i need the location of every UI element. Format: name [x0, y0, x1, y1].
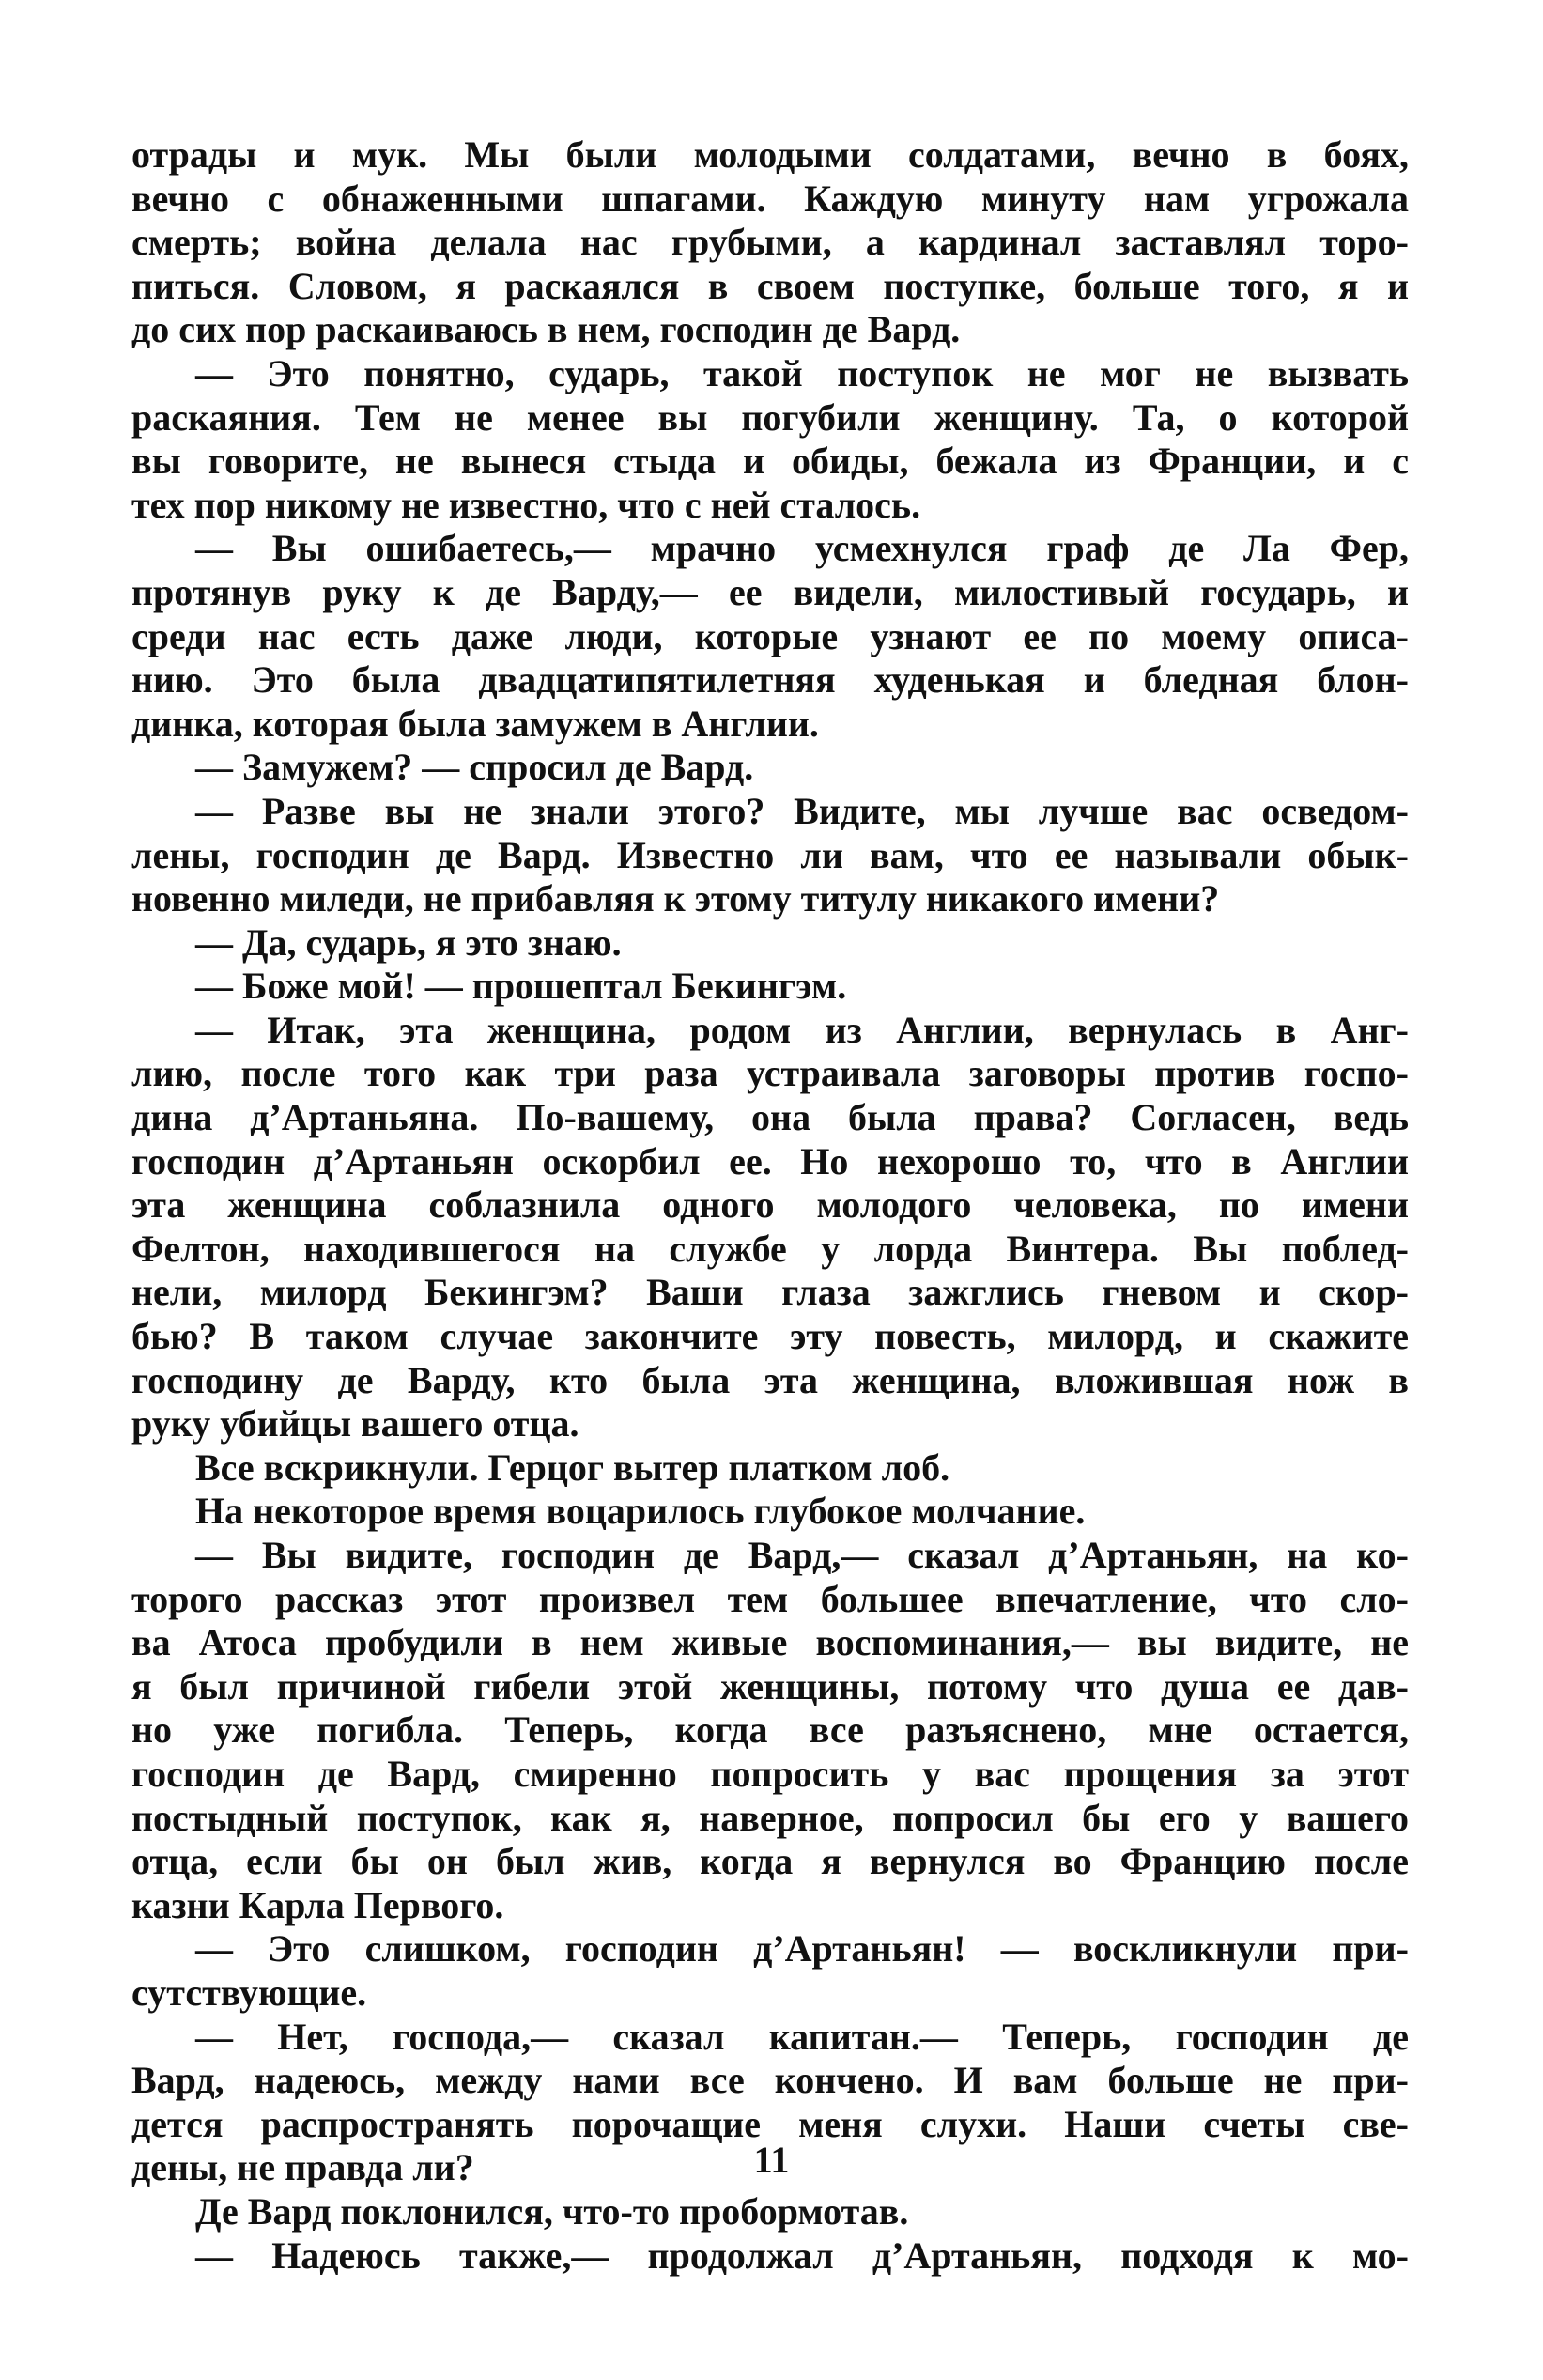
text-line: Вард, надеюсь, между нами все кончено. И вам больше не при-	[131, 2059, 1409, 2102]
text-line: — Вы видите, господин де Вард,— сказал д’Артаньян, на ко-	[195, 1534, 1409, 1576]
text-line: постыдный поступок, как я, наверное, попросил бы его у вашего	[131, 1796, 1409, 1839]
text-line: — Да, сударь, я это знаю.	[195, 920, 622, 964]
text-line: я был причиной гибели этой женщины, потому что душа ее дав-	[131, 1664, 1409, 1708]
text-line: дены, не правда ли?	[131, 2146, 474, 2189]
text-line: до сих пор раскаиваюсь в нем, господин де Вард.	[131, 308, 961, 351]
text-line: казни Карла Первого.	[131, 1883, 504, 1926]
text-line: но уже погибла. Теперь, когда все разъяснено, мне остается,	[131, 1708, 1409, 1752]
text-line: — Разве вы не знали этого? Видите, мы лучше вас осведом-	[195, 789, 1409, 832]
text-line: господин де Вард, смиренно попросить у вас прощения за этот	[131, 1752, 1409, 1795]
text-line: смерть; война делала нас грубыми, а кардинал заставлял торо-	[131, 221, 1409, 264]
text-line: нию. Это была двадцатипятилетняя худенькая и бледная блон-	[131, 658, 1409, 702]
text-line: руку убийцы вашего отца.	[131, 1402, 579, 1445]
text-line: среди нас есть даже люди, которые узнают ее по моему описа-	[131, 614, 1409, 657]
text-line: господину де Варду, кто была эта женщина, вложившая нож в	[131, 1358, 1409, 1401]
text-line: — Нет, господа,— сказал капитан.— Теперь, господин де	[195, 2015, 1409, 2058]
text-line: дется распространять порочащие меня слухи. Наши счеты све-	[131, 2102, 1409, 2145]
text-line: — Это понятно, сударь, такой поступок не мог не вызвать	[195, 351, 1409, 394]
text-line: вы говорите, не вынеся стыда и обиды, бежала из Франции, и с	[131, 440, 1409, 483]
text-line: — Это слишком, господин д’Артаньян! — воскликнули при-	[195, 1927, 1409, 1970]
text-line: Все вскрикнули. Герцог вытер платком лоб.	[195, 1445, 950, 1489]
text-line: тех пор никому не известно, что с ней сталось.	[131, 483, 921, 526]
text-line: питься. Словом, я раскаялся в своем поступке, больше того, я и	[131, 264, 1409, 307]
text-line: — Замужем? — спросил де Вард.	[195, 746, 754, 789]
text-line: торого рассказ этот произвел тем большее впечатление, что сло-	[131, 1577, 1409, 1620]
text-line: Фелтон, находившегося на службе у лорда Винтера. Вы поблед-	[131, 1227, 1409, 1270]
text-line: бью? В таком случае закончите эту повесть, милорд, и скажите	[131, 1315, 1409, 1358]
text-line: ва Атоса пробудили в нем живые воспоминания,— вы видите, не	[131, 1621, 1409, 1664]
text-line: — Вы ошибаетесь,— мрачно усмехнулся граф де Ла Фер,	[195, 527, 1409, 570]
text-line: господин д’Артаньян оскорбил ее. Но нехорошо то, что в Англии	[131, 1139, 1409, 1182]
text-line: отрады и мук. Мы были молодыми солдатами, вечно в боях,	[131, 133, 1409, 176]
text-line: — Надеюсь также,— продолжал д’Артаньян, подходя к мо-	[195, 2233, 1409, 2277]
text-line: вечно с обнаженными шпагами. Каждую минуту нам угрожала	[131, 177, 1409, 220]
text-line: Де Вард поклонился, что-то пробормотав.	[195, 2189, 909, 2233]
text-line: динка, которая была замужем в Англии.	[131, 702, 819, 745]
text-line: отца, если бы он был жив, когда я вернулся во Францию после	[131, 1840, 1409, 1883]
text-line: лены, господин де Вард. Известно ли вам, что ее называли обык-	[131, 833, 1409, 876]
text-line: эта женщина соблазнила одного молодого человека, по имени	[131, 1183, 1409, 1227]
body-text	[131, 133, 1409, 2278]
text-line: — Итак, эта женщина, родом из Англии, вернулась в Анг-	[195, 1008, 1409, 1051]
page-number: 11	[753, 2139, 790, 2181]
text-line: сутствующие.	[131, 1970, 367, 2014]
text-line: раскаяния. Тем не менее вы погубили женщину. Та, о которой	[131, 395, 1409, 439]
text-line: протянув руку к де Варду,— ее видели, милостивый государь, и	[131, 570, 1409, 613]
text-line: новенно миледи, не прибавляя к этому титулу никакого имени?	[131, 877, 1220, 920]
text-line: нели, милорд Бекингэм? Ваши глаза зажглись гневом и скор-	[131, 1271, 1409, 1314]
text-line: На некоторое время воцарилось глубокое молчание.	[195, 1490, 1086, 1533]
text-line: — Боже мой! — прошептал Бекингэм.	[195, 965, 847, 1008]
text-line: дина д’Артаньяна. По-вашему, она была права? Согласен, ведь	[131, 1096, 1409, 1139]
text-line: лию, после того как три раза устраивала заговоры против госпо-	[131, 1052, 1409, 1095]
